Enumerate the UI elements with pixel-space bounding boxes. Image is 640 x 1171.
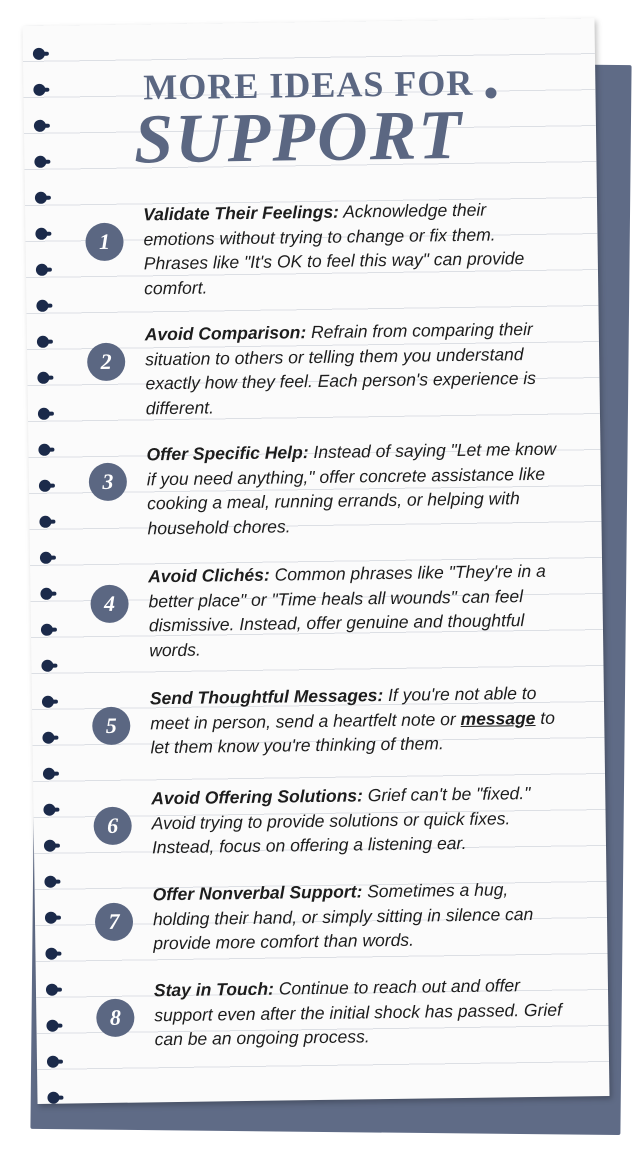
binding-hole	[39, 480, 51, 492]
binding-hole	[40, 588, 52, 600]
tip-heading: Avoid Clichés:	[148, 564, 270, 587]
tip-description: If you're not able to meet in person, send a heartfelt note or	[150, 682, 537, 733]
binding-hole	[43, 768, 55, 780]
tip-item-1	[85, 197, 556, 302]
binding-hole	[39, 516, 51, 528]
tip-body	[151, 781, 564, 860]
tip-heading: Stay in Touch:	[153, 978, 275, 1001]
tip-number-badge: 7	[95, 903, 134, 942]
tip-heading: Validate Their Feelings:	[143, 201, 340, 225]
tip-heading: Offer Nonverbal Support:	[152, 881, 363, 905]
tip-item-5	[92, 681, 563, 761]
tip-description: Sometimes a hug, holding their hand, or simply sitting in silence can provide more comfort than words.	[152, 879, 534, 954]
tip-item-8	[96, 973, 567, 1053]
spiral-binding	[33, 48, 70, 1098]
binding-hole	[33, 84, 45, 96]
tip-body	[152, 877, 565, 956]
tip-body	[143, 197, 556, 301]
binding-hole	[35, 228, 47, 240]
binding-hole	[34, 120, 46, 132]
title-dot-ornament	[485, 87, 496, 98]
tip-description: Grief can't be "fixed." Avoid trying to provide solutions or quick fixes. Instead, focus on offering a listening ear.	[151, 783, 531, 858]
tip-description: Acknowledge their emotions without trying to change or fix them. Phrases like "It's OK to feel this way" can provide comfort.	[143, 199, 525, 298]
tip-description: Continue to reach out and offer support even after the initial shock has passed. Grief can be an ongoing process.	[154, 975, 563, 1050]
binding-hole	[35, 192, 47, 204]
binding-hole	[46, 1020, 58, 1032]
tip-description: Common phrases like "They're in a better place" or "Time heals all wounds" can feel dismissive. Instead, offer genuine and thoughtful words.	[148, 560, 546, 660]
tip-body	[145, 317, 558, 421]
tip-number-badge: 5	[92, 707, 131, 746]
tip-item-6	[93, 781, 564, 861]
binding-hole	[45, 912, 57, 924]
binding-hole	[44, 876, 56, 888]
tip-description: Refrain from comparing their situation to others or telling them you understand exactly how they feel. Each person's experience is different.	[145, 318, 537, 418]
binding-hole	[47, 1092, 59, 1104]
tip-heading: Avoid Offering Solutions:	[151, 785, 364, 809]
binding-hole	[36, 300, 48, 312]
binding-hole	[41, 624, 53, 636]
binding-hole	[38, 408, 50, 420]
binding-hole	[37, 372, 49, 384]
tip-number-badge: 8	[96, 999, 135, 1038]
binding-hole	[36, 264, 48, 276]
tip-body	[154, 973, 567, 1052]
tip-heading: Send Thoughtful Messages:	[149, 685, 384, 709]
binding-hole	[44, 840, 56, 852]
tip-description-continued: to let them know you're thinking of them.	[150, 707, 556, 758]
binding-hole	[42, 696, 54, 708]
binding-hole	[43, 804, 55, 816]
tip-item-7	[94, 877, 565, 957]
title-line-1: MORE IDEAS FOR	[143, 62, 474, 108]
binding-hole	[40, 552, 52, 564]
tip-number-badge: 2	[87, 343, 126, 382]
tip-body	[148, 559, 561, 663]
message-link[interactable]: message	[460, 707, 536, 729]
binding-hole	[42, 732, 54, 744]
binding-hole	[34, 156, 46, 168]
tip-item-3	[88, 437, 559, 542]
binding-hole	[47, 1056, 59, 1068]
tip-body	[146, 437, 559, 541]
binding-hole	[37, 336, 49, 348]
tip-number-badge: 4	[90, 585, 129, 624]
binding-hole	[45, 948, 57, 960]
tip-number-badge: 1	[85, 223, 124, 262]
tip-number-badge: 3	[89, 463, 128, 502]
binding-hole	[46, 984, 58, 996]
binding-hole	[33, 48, 45, 60]
tip-heading: Offer Specific Help:	[146, 442, 309, 465]
tip-item-2	[87, 317, 558, 422]
tip-number-badge: 6	[93, 807, 132, 846]
notebook-page	[23, 18, 610, 1104]
tip-body	[150, 681, 563, 760]
tip-item-4	[90, 559, 561, 664]
tip-heading: Avoid Comparison:	[144, 322, 307, 345]
tip-description: Instead of saying "Let me know if you need anything," offer concrete assistance like cooking a meal, running errands, or helping with household chores.	[146, 438, 557, 538]
binding-hole	[38, 444, 50, 456]
binding-hole	[41, 660, 53, 672]
page-title: SUPPORT	[133, 96, 464, 179]
